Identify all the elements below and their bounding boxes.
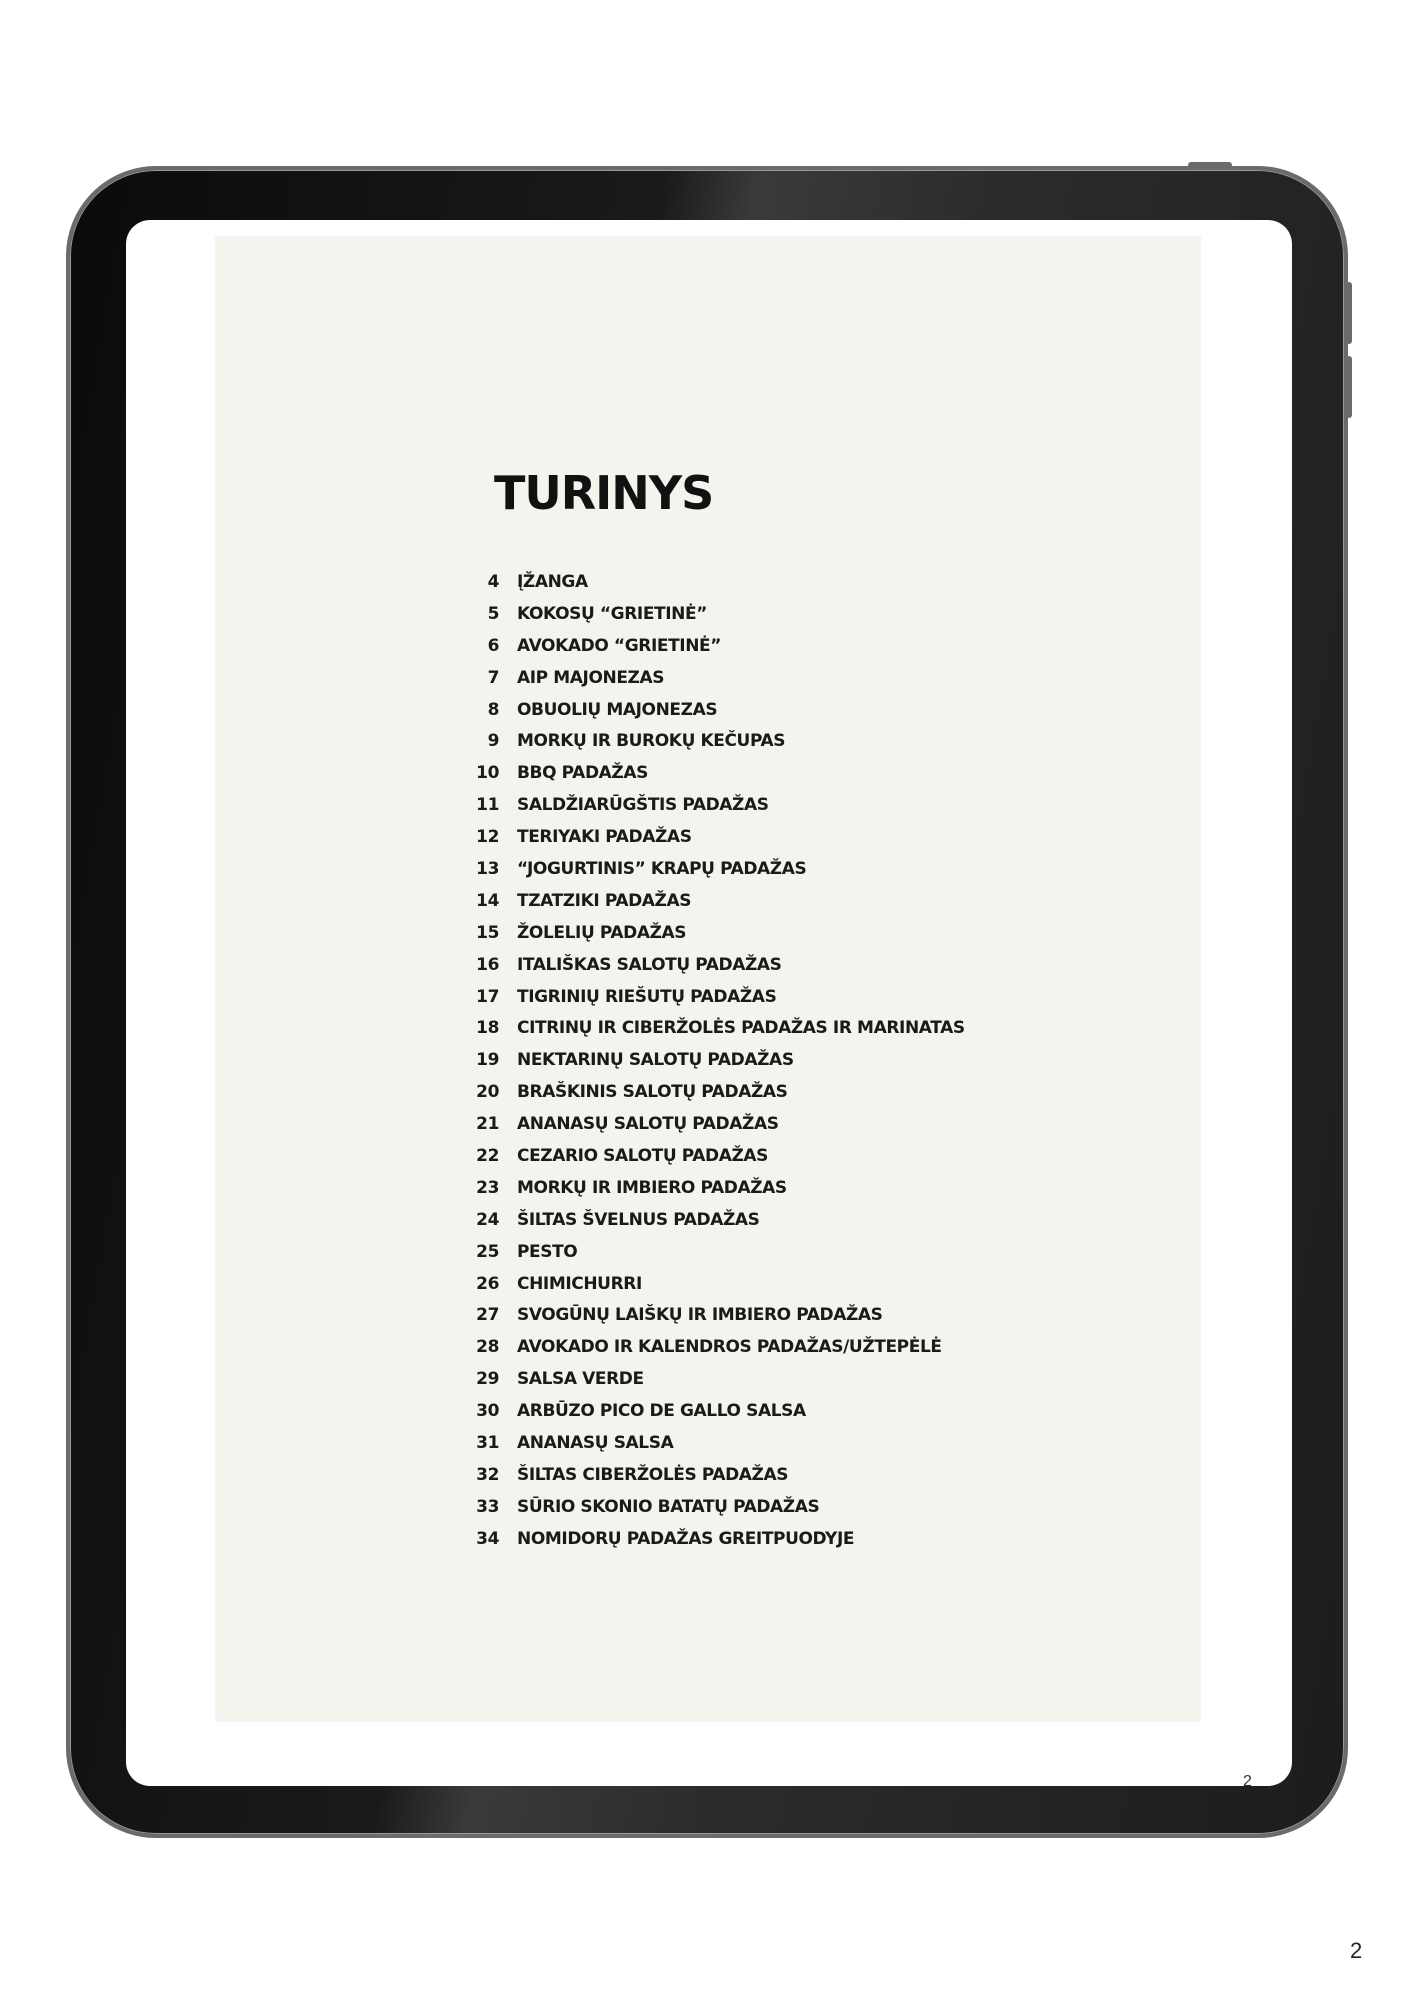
toc-item[interactable] — [469, 1204, 965, 1236]
toc-item-page-number: 5 — [487, 603, 499, 624]
toc-item[interactable] — [469, 725, 965, 757]
toc-item-page-number: 28 — [476, 1337, 499, 1358]
toc-item[interactable] — [469, 1076, 965, 1108]
toc-item-title: CEZARIO SALOTŲ PADAŽAS — [517, 1145, 769, 1166]
toc-item-title: ANANASŲ SALSA — [517, 1432, 674, 1453]
toc-item-page-number: 22 — [476, 1145, 499, 1166]
toc-item-title: CHIMICHURRI — [517, 1273, 642, 1294]
toc-item[interactable] — [469, 917, 965, 949]
toc-item-page-number: 26 — [476, 1273, 499, 1294]
toc-item[interactable] — [469, 630, 965, 662]
toc-item[interactable] — [469, 1236, 965, 1268]
toc-item-title: PESTO — [517, 1241, 578, 1262]
toc-item-page-number: 4 — [487, 571, 499, 592]
toc-item[interactable] — [469, 1172, 965, 1204]
toc-item-page-number: 17 — [476, 986, 499, 1007]
toc-page — [215, 236, 1201, 1722]
toc-item-title: SALDŽIARŪGŠTIS PADAŽAS — [517, 795, 769, 816]
toc-item-page-number: 24 — [476, 1209, 499, 1230]
toc-item[interactable] — [469, 821, 965, 853]
tablet-screen — [126, 220, 1292, 1786]
toc-item-page-number: 25 — [476, 1241, 499, 1262]
toc-item-page-number: 14 — [476, 890, 499, 911]
screen-page-number: 2 — [1243, 1773, 1252, 1786]
toc-list — [469, 566, 965, 1555]
toc-item-title: MORKŲ IR IMBIERO PADAŽAS — [517, 1177, 787, 1198]
toc-item[interactable] — [469, 885, 965, 917]
toc-item-page-number: 18 — [476, 1018, 499, 1039]
toc-item[interactable] — [469, 1395, 965, 1427]
toc-item-title: SALSA VERDE — [517, 1369, 644, 1390]
toc-item-title: TIGRINIŲ RIEŠUTŲ PADAŽAS — [517, 986, 777, 1007]
toc-item-title: KOKOSŲ “GRIETINĖ” — [517, 603, 707, 624]
toc-item[interactable] — [469, 789, 965, 821]
page-number: 2 — [1350, 1938, 1363, 1963]
toc-item-page-number: 21 — [476, 1114, 499, 1135]
toc-item-page-number: 29 — [476, 1369, 499, 1390]
toc-item-title: ARBŪZO PICO DE GALLO SALSA — [517, 1401, 806, 1422]
toc-item-page-number: 20 — [476, 1082, 499, 1103]
toc-item-title: SVOGŪNŲ LAIŠKŲ IR IMBIERO PADAŽAS — [517, 1305, 883, 1326]
toc-item-title: ANANASŲ SALOTŲ PADAŽAS — [517, 1114, 779, 1135]
toc-item-page-number: 11 — [476, 795, 499, 816]
toc-item-title: ŠILTAS ŠVELNUS PADAŽAS — [517, 1209, 760, 1230]
toc-item-title: AIP MAJONEZAS — [517, 667, 665, 688]
toc-item[interactable] — [469, 1140, 965, 1172]
toc-item[interactable] — [469, 853, 965, 885]
toc-item-title: BBQ PADAŽAS — [517, 763, 648, 784]
toc-item-page-number: 34 — [476, 1528, 499, 1549]
toc-item-page-number: 8 — [487, 699, 499, 720]
toc-item-page-number: 6 — [487, 635, 499, 656]
toc-item-page-number: 31 — [476, 1432, 499, 1453]
toc-item-page-number: 9 — [487, 731, 499, 752]
toc-item-title: AVOKADO “GRIETINĖ” — [517, 635, 722, 656]
toc-item-page-number: 23 — [476, 1177, 499, 1198]
toc-item[interactable] — [469, 694, 965, 726]
toc-item[interactable] — [469, 1459, 965, 1491]
toc-item[interactable] — [469, 949, 965, 981]
toc-item-title: TERIYAKI PADAŽAS — [517, 827, 692, 848]
toc-item[interactable] — [469, 1363, 965, 1395]
toc-item-title: OBUOLIŲ MAJONEZAS — [517, 699, 718, 720]
toc-item-title: MORKŲ IR BUROKŲ KEČUPAS — [517, 731, 786, 752]
toc-item[interactable] — [469, 662, 965, 694]
toc-item[interactable] — [469, 1268, 965, 1300]
toc-item-title: ŽOLELIŲ PADAŽAS — [517, 922, 687, 943]
toc-item-page-number: 13 — [476, 858, 499, 879]
toc-item[interactable] — [469, 1108, 965, 1140]
toc-item[interactable] — [469, 1012, 965, 1044]
toc-item[interactable] — [469, 1427, 965, 1459]
toc-item-title: ĮŽANGA — [517, 571, 588, 592]
toc-item[interactable] — [469, 566, 965, 598]
toc-item[interactable] — [469, 1523, 965, 1555]
toc-item[interactable] — [469, 1044, 965, 1076]
toc-item-title: ŠILTAS CIBERŽOLĖS PADAŽAS — [517, 1464, 789, 1485]
toc-item-page-number: 30 — [476, 1401, 499, 1422]
toc-item-title: TZATZIKI PADAŽAS — [517, 890, 692, 911]
toc-item-page-number: 7 — [487, 667, 499, 688]
toc-item-page-number: 12 — [476, 827, 499, 848]
toc-item-page-number: 27 — [476, 1305, 499, 1326]
toc-item-page-number: 15 — [476, 922, 499, 943]
toc-item[interactable] — [469, 757, 965, 789]
toc-item-title: BRAŠKINIS SALOTŲ PADAŽAS — [517, 1082, 788, 1103]
page-title: TURINYS — [494, 466, 714, 520]
toc-item[interactable] — [469, 1491, 965, 1523]
toc-item[interactable] — [469, 598, 965, 630]
toc-item-page-number: 19 — [476, 1050, 499, 1071]
toc-item-title: NOMIDORŲ PADAŽAS GREITPUODYJE — [517, 1528, 855, 1549]
toc-item[interactable] — [469, 1331, 965, 1363]
toc-item-page-number: 33 — [476, 1496, 499, 1517]
toc-item-page-number: 10 — [476, 763, 499, 784]
toc-item[interactable] — [469, 1299, 965, 1331]
toc-item-title: SŪRIO SKONIO BATATŲ PADAŽAS — [517, 1496, 820, 1517]
toc-item-title: CITRINŲ IR CIBERŽOLĖS PADAŽAS IR MARINATAS — [517, 1018, 965, 1039]
toc-item[interactable] — [469, 981, 965, 1013]
toc-item-title: NEKTARINŲ SALOTŲ PADAŽAS — [517, 1050, 794, 1071]
toc-item-page-number: 16 — [476, 954, 499, 975]
toc-item-title: AVOKADO IR KALENDROS PADAŽAS/UŽTEPĖLĖ — [517, 1337, 942, 1358]
toc-item-title: “JOGURTINIS” KRAPŲ PADAŽAS — [517, 858, 807, 879]
toc-item-title: ITALIŠKAS SALOTŲ PADAŽAS — [517, 954, 782, 975]
toc-item-page-number: 32 — [476, 1464, 499, 1485]
